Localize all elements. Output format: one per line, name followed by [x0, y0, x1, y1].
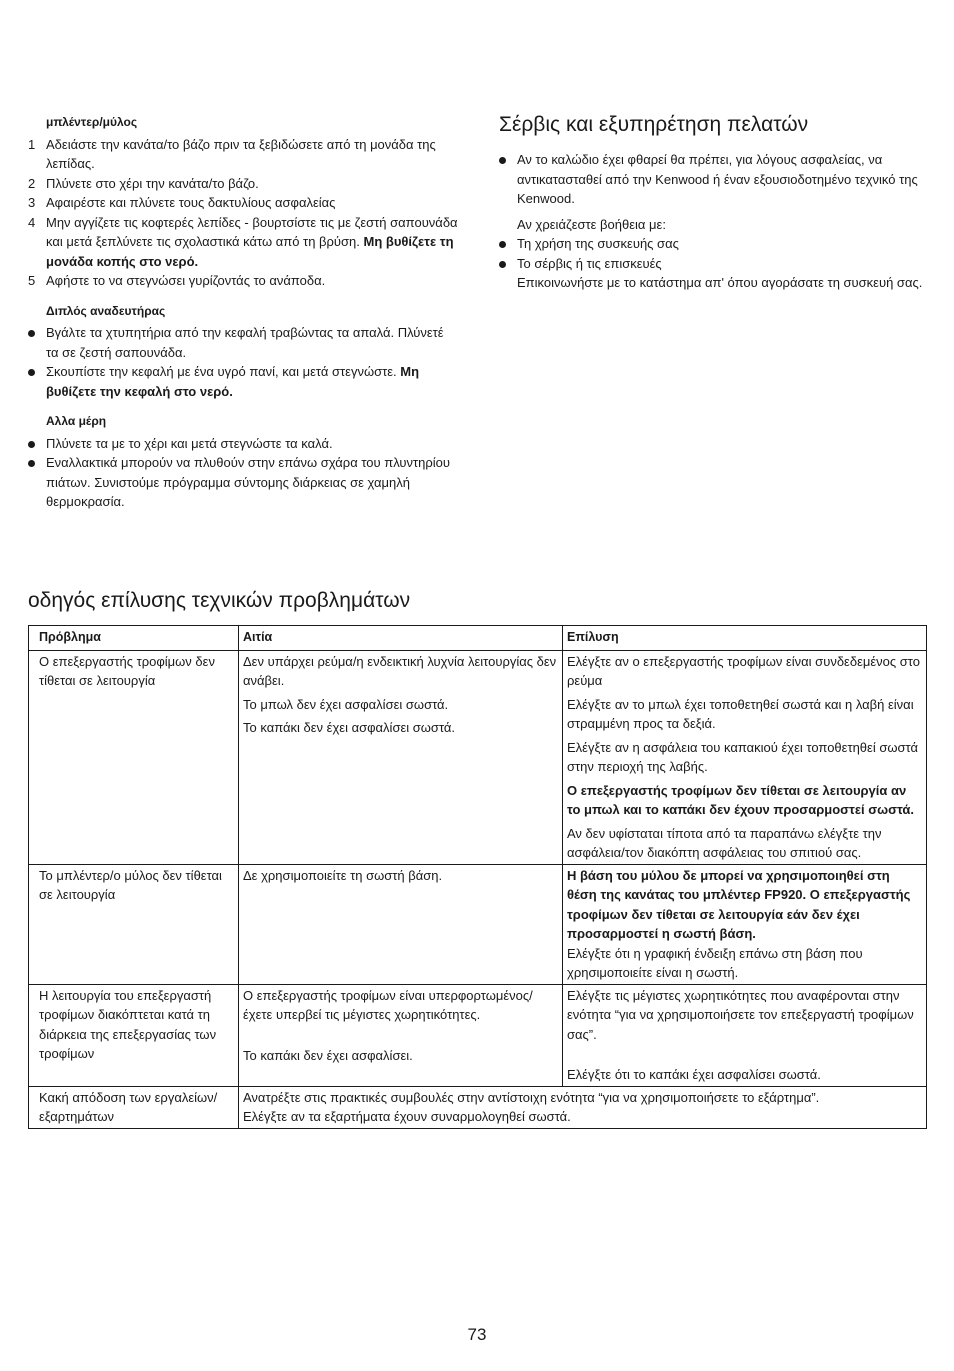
table-row: [29, 1086, 927, 1128]
column-header-solution: Επίλυση: [563, 626, 927, 651]
list-item: Βγάλτε τα χτυπητήρια από την κεφαλή τραβώντας τα απαλά. Πλύνετέ τα σε ζεστή σαπουνάδα.: [28, 323, 458, 362]
list-item: 1 Αδειάστε την κανάτα/το βάζο πριν τα ξεβιδώσετε από τη μονάδα της λεπίδας.: [28, 136, 436, 171]
list-item: 5 Αφήστε το να στεγνώσει γυρίζοντάς το ανάποδα.: [28, 273, 326, 288]
cause-cell: Δε χρησιμοποιείτε τη σωστή βάση.: [239, 864, 563, 984]
page-number: 73: [467, 1325, 487, 1344]
list-item: Σκουπίστε την κεφαλή με ένα υγρό πανί, και μετά στεγνώστε. Μη βυθίζετε την κεφαλή στο νερό.: [28, 362, 458, 401]
bullet-icon: [499, 157, 506, 164]
problem-cell: Το μπλέντερ/ο μύλος δεν τίθεται σε λειτουργία: [29, 864, 239, 984]
whisk-subheading: Διπλός αναδευτήρας: [46, 303, 166, 318]
list-item: 3 Αφαιρέστε και πλύνετε τους δακτυλίους ασφαλείας: [28, 195, 336, 210]
bullet-icon: [28, 330, 35, 337]
care-column: [28, 113, 458, 512]
problem-cell: Κακή απόδοση των εργαλείων/εξαρτημάτων: [29, 1086, 239, 1128]
bullet-icon: [28, 441, 35, 448]
help-intro: Αν χρειάζεστε βοήθεια με:: [517, 216, 666, 232]
service-heading: Σέρβις και εξυπηρέτηση πελατών: [499, 113, 809, 136]
troubleshooting-table: [28, 625, 927, 1129]
bullet-icon: [28, 460, 35, 467]
list-item: Τη χρήση της συσκευής σας: [499, 234, 929, 254]
blender-steps: [28, 135, 458, 291]
troubleshooting-heading: οδηγός επίλυσης τεχνικών προβλημάτων: [28, 589, 411, 612]
table-row: [29, 864, 927, 984]
service-list: [499, 150, 929, 209]
whisk-items: [28, 323, 458, 401]
bullet-icon: [28, 369, 35, 376]
list-item: Αν το καλώδιο έχει φθαρεί θα πρέπει, για λόγους ασφαλείας, να αντικατασταθεί από την Kenwood ή έναν εξουσιοδοτημένο τεχνικό της Kenwood.: [499, 150, 929, 209]
table-header-row: [29, 626, 927, 651]
list-item: 2 Πλύνετε στο χέρι την κανάτα/το βάζο.: [28, 175, 259, 191]
list-item: Πλύνετε τα με το χέρι και μετά στεγνώστε τα καλά.: [28, 434, 458, 454]
blender-subheading: μπλέντερ/μύλος: [46, 115, 138, 129]
list-item: 4 Μην αγγίζετε τις κοφτερές λεπίδες - βουρτσίστε τις με ζεστή σαπουνάδα και μετά ξεπλύνετε τις σχολαστικά κάτω από τη βρύση. Μη βυθίζετε τη μονάδα κοπής στο νερό.: [28, 214, 458, 269]
help-list: [499, 234, 929, 293]
solution-cell: Η βάση του μύλου δε μπορεί να χρησιμοποιηθεί στη θέση της κανάτας του μπλέντερ FP920. Ο επεξεργαστής τροφίμων δεν τίθεται σε λειτουργία εάν δεν έχει προσαρμοστεί η σωστή βάση. Ελέγξτε ότι η γραφική ένδειξη επάνω στη βάση που χρησιμοποιείτε είναι η σωστή.: [563, 864, 927, 984]
bullet-icon: [499, 261, 506, 268]
problem-cell: Η λειτουργία του επεξεργαστή τροφίμων διακόπτεται κατά τη διάρκεια της επεξεργασίας των τροφίμων: [29, 984, 239, 1086]
table-row: [29, 984, 927, 1086]
list-item: Εναλλακτικά μπορούν να πλυθούν στην επάνω σχάρα του πλυντηρίου πιάτων. Συνιστούμε πρόγραμμα σύντομης διάρκειας σε χαμηλή θερμοκρασία.: [28, 453, 458, 512]
bullet-icon: [499, 241, 506, 248]
cause-cell: Ο επεξεργαστής τροφίμων είναι υπερφορτωμένος/έχετε υπερβεί τις μέγιστες χωρητικότητες. Το καπάκι δεν έχει ασφαλίσει.: [239, 984, 563, 1086]
other-parts-subheading: Αλλα μέρη: [46, 414, 107, 428]
column-header-problem: Πρόβλημα: [29, 626, 239, 651]
table-row: [29, 650, 927, 864]
service-column: [499, 112, 929, 293]
solution-cell: Ελέγξτε αν ο επεξεργαστής τροφίμων είναι συνδεδεμένος στο ρεύμα Ελέγξτε αν το μπωλ έχει τοποθετηθεί σωστά και η λαβή είναι στραμμένη προς τα δεξιά. Ελέγξτε αν η ασφάλεια του καπακιού έχει τοποθετηθεί σωστά στην περιοχή της λαβής. Ο επεξεργαστής τροφίμων δεν τίθεται σε λειτουργία αν το μπωλ και το καπάκι δεν έχουν προσαρμοστεί σωστά. Αν δεν υφίσταται τίποτα από τα παραπάνω ελέγξτε την ασφάλεια/τον διακόπτη ασφάλειας του σπιτιού σας.: [563, 650, 927, 864]
problem-cell: Ο επεξεργαστής τροφίμων δεν τίθεται σε λειτουργία: [29, 650, 239, 864]
solution-cell: Ανατρέξτε στις πρακτικές συμβουλές στην αντίστοιχη ενότητα “για να χρησιμοποιήσετε το εξάρτημα”. Ελέγξτε αν τα εξαρτήματα έχουν συναρμολογηθεί σωστά.: [239, 1086, 927, 1128]
solution-cell: Ελέγξτε τις μέγιστες χωρητικότητες που αναφέρονται στην ενότητα “για να χρησιμοποιήσετε τον επεξεργαστή τροφίμων σας”. Ελέγξτε ότι το καπάκι έχει ασφαλίσει σωστά.: [563, 984, 927, 1086]
column-header-cause: Αιτία: [239, 626, 563, 651]
cause-cell: Δεν υπάρχει ρεύμα/η ενδεικτική λυχνία λειτουργίας δεν ανάβει. Το μπωλ δεν έχει ασφαλίσει σωστά. Το καπάκι δεν έχει ασφαλίσει σωστά.: [239, 650, 563, 864]
list-item: Το σέρβις ή τις επισκευές Επικοινωνήστε με το κατάστημα απ' όπου αγοράσατε τη συσκευή σας.: [499, 254, 929, 293]
other-parts-items: [28, 434, 458, 512]
